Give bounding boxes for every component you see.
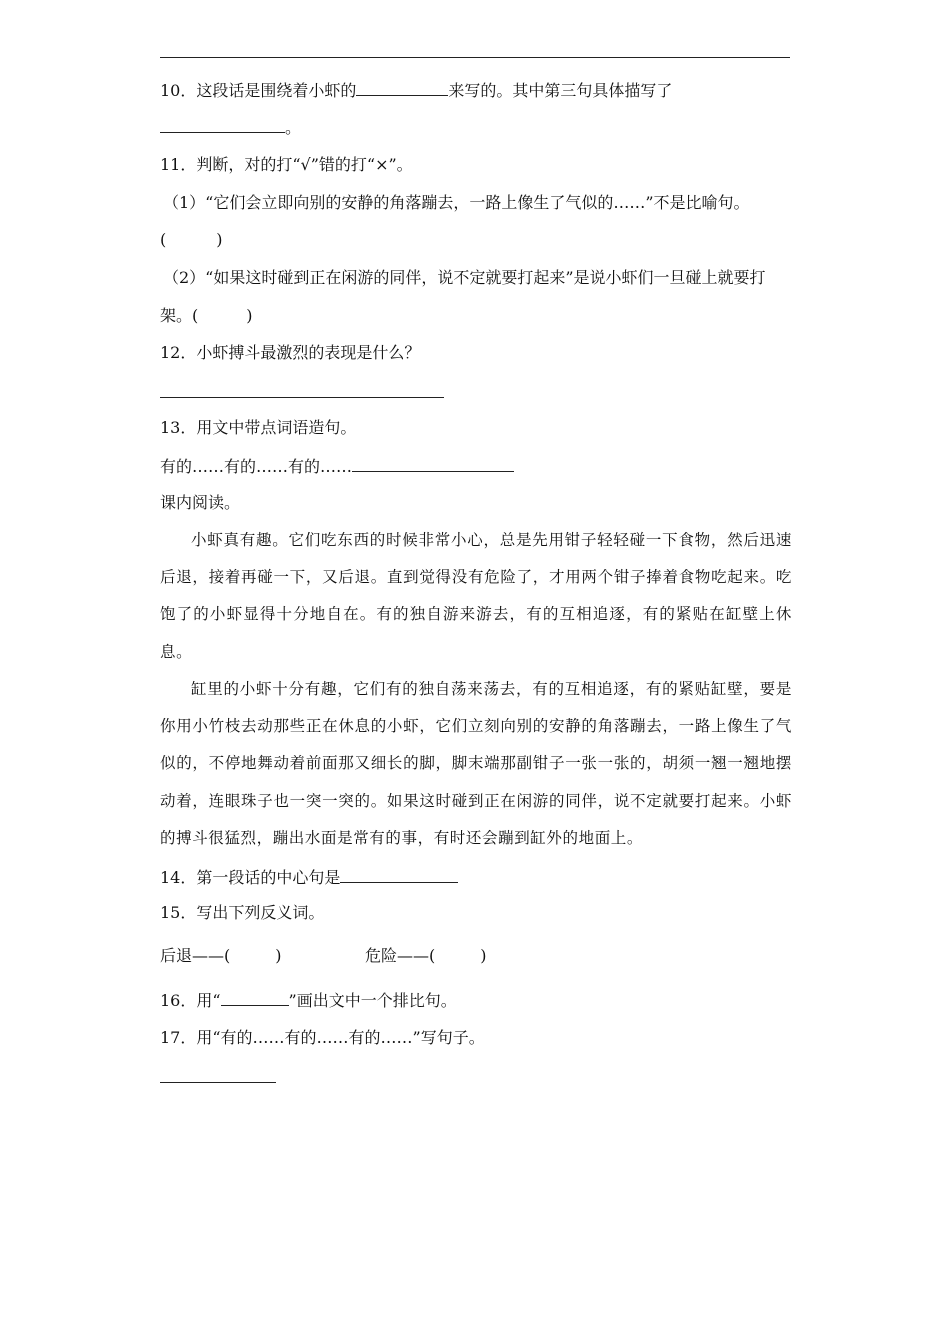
paren-close-2: ) [246, 306, 253, 325]
question-11-title: 11．判断，对的打“√”错的打“×”。 [160, 155, 413, 174]
q10-blank-2[interactable] [160, 117, 285, 133]
q15-word-1: 后退——( [160, 946, 231, 965]
q10-blank-1[interactable] [356, 80, 448, 96]
question-12-title: 12．小虾搏斗最激烈的表现是什么？ [160, 343, 421, 362]
q15-word-2: 危险——( [365, 946, 436, 965]
question-16 [160, 990, 457, 1011]
q12-answer-line[interactable] [160, 397, 444, 398]
question-11-item-2-line2 [160, 306, 253, 326]
q16-suffix: ”画出文中一个排比句。 [288, 991, 457, 1010]
question-13-title: 13．用文中带点词语造句。 [160, 418, 357, 437]
section-title: 课内阅读。 [160, 493, 241, 512]
question-15-pairs [160, 946, 282, 966]
q16-underline-sample [221, 990, 289, 1006]
q10-middle: 来写的。其中第三句具体描写了 [448, 81, 673, 100]
passage-paragraph-2: 缸里的小虾十分有趣，它们有的独自荡来荡去，有的互相追逐，有的紧贴缸壁，要是你用小竹枝去动那些正在休息的小虾，它们立刻向别的安静的角落蹦去，一路上像生了气似的，不停地舞动着前面那又细长的脚，脚末端那副钳子一张一张的，胡须一翘一翘地摆动着，连眼珠子也一突一突的。如果这时碰到正在闲游的同伴，说不定就要打起来。小虾的搏斗很猛烈，蹦出水面是常有的事，有时还会蹦到缸外的地面上。 [160, 680, 792, 847]
question-13-pattern [160, 456, 514, 477]
q13-pattern-text: 有的……有的……有的…… [160, 457, 353, 476]
q15-close-2: ) [480, 946, 487, 965]
passage-paragraph-1: 小虾真有趣。它们吃东西的时候非常小心，总是先用钳子轻轻碰一下食物，然后迅速后退，接着再碰一下，又后退。直到觉得没有危险了，才用两个钳子捧着食物吃起来。吃饱了的小虾显得十分地自在。有的独自游来游去，有的互相追逐，有的紧贴在缸壁上休息。 [160, 531, 792, 661]
question-15-title: 15．写出下列反义词。 [160, 903, 325, 922]
question-11-item-2: （2）“如果这时碰到正在闲游的同伴，说不定就要打起来”是说小虾们一旦碰上就要打 [163, 268, 766, 287]
q15-close-1: ) [275, 946, 282, 965]
question-15-pair-2 [365, 946, 487, 966]
q14-title: 14．第一段话的中心句是 [160, 868, 341, 887]
q13-blank[interactable] [352, 456, 514, 472]
paren-close: ) [216, 230, 223, 249]
header-rule [160, 57, 790, 58]
q17-answer-line[interactable] [160, 1082, 276, 1083]
q11-item2-cont: 架。( [160, 306, 199, 325]
q16-prefix: 16．用“ [160, 991, 221, 1010]
q10-end: 。 [285, 118, 302, 137]
question-17-title: 17．用“有的……有的……有的……”写句子。 [160, 1028, 485, 1047]
question-11-item-1: （1）“它们会立即向别的安静的角落蹦去，一路上像生了气似的……”不是比喻句。 [163, 193, 750, 212]
question-10-line2 [160, 117, 301, 138]
paren-open: ( [160, 230, 167, 249]
question-10 [160, 80, 672, 101]
q14-blank[interactable] [340, 867, 458, 883]
question-11-item-1-answer[interactable] [160, 230, 223, 250]
q10-prefix: 10．这段话是围绕着小虾的 [160, 81, 357, 100]
question-14 [160, 867, 458, 888]
